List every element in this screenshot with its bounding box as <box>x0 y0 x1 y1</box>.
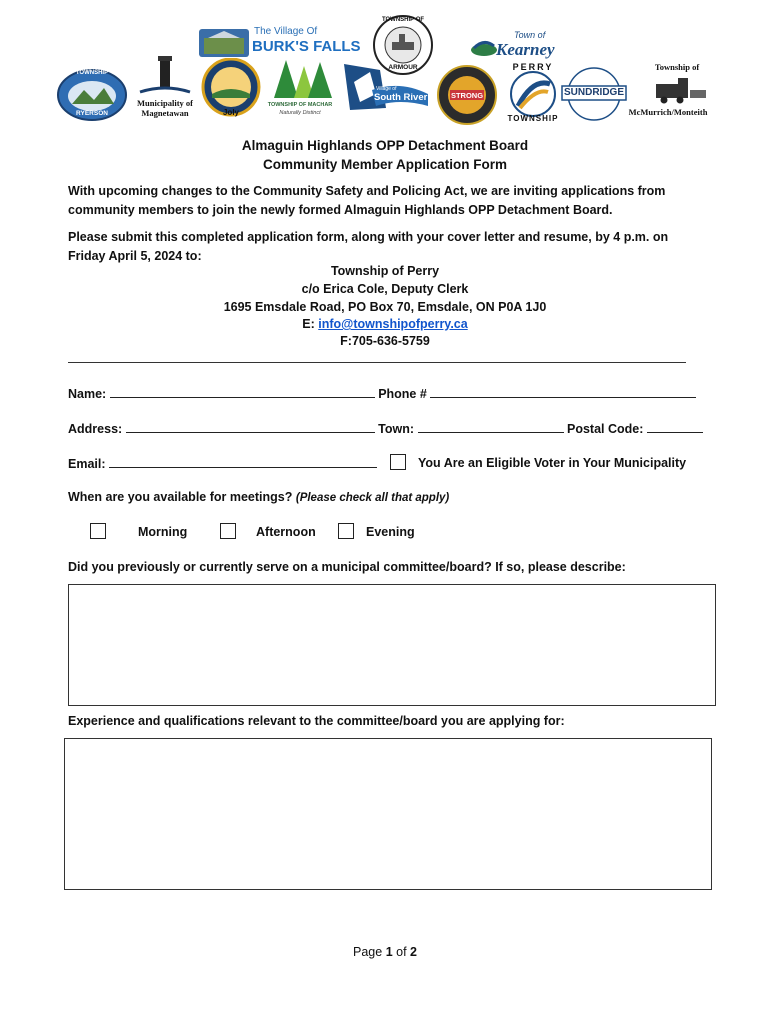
magnetawan-logo <box>134 54 196 120</box>
page-indicator <box>0 945 770 959</box>
evening-checkbox[interactable] <box>338 523 354 539</box>
postal-code-input[interactable] <box>647 421 703 433</box>
experience-question: Experience and qualifications relevant to the committee/board you are applying for: <box>68 714 565 728</box>
name-label: Name: <box>68 387 107 401</box>
name-input[interactable] <box>110 386 375 398</box>
south-river-line1: Village of <box>376 86 397 92</box>
address-fax: F:705-636-5759 <box>340 334 430 348</box>
magnetawan-line2: Magnetawan <box>141 108 189 118</box>
town-input[interactable] <box>418 421 564 433</box>
afternoon-checkbox[interactable] <box>220 523 236 539</box>
address-row <box>68 421 703 436</box>
phone-input[interactable] <box>430 386 696 398</box>
experience-answer-box[interactable] <box>64 738 712 890</box>
submit-instructions <box>68 228 718 266</box>
availability-question <box>68 490 449 504</box>
strong-logo <box>436 64 498 126</box>
availability-hint: (Please check all that apply) <box>295 492 450 504</box>
afternoon-label: Afternoon <box>256 525 316 539</box>
machar-line1: TOWNSHIP OF MACHAR <box>267 102 333 108</box>
sundridge-label: SUNDRIDGE <box>563 87 624 98</box>
perry-top: PERRY <box>512 62 554 72</box>
joly-label: Joly <box>222 108 239 117</box>
of-word: of <box>396 945 407 959</box>
intro-paragraph <box>68 182 718 220</box>
name-row <box>68 386 696 401</box>
committee-question: Did you previously or currently serve on a municipal committee/board? If so, please describe: <box>68 560 626 574</box>
form-title: Almaguin Highlands OPP Detachment Board <box>241 138 529 153</box>
email-label: Email: <box>68 457 106 471</box>
perry-bottom: TOWNSHIP <box>507 114 559 123</box>
armour-top: TOWNSHIP OF <box>381 17 425 23</box>
email-link[interactable]: info@townshipofperry.ca <box>318 317 468 331</box>
intro-line1: With upcoming changes to the Community Safety and Policing Act, we are inviting applications from <box>68 184 666 198</box>
machar-line2: Naturally Distinct <box>279 110 321 116</box>
morning-checkbox[interactable] <box>90 523 106 539</box>
page-current: 1 <box>385 945 393 959</box>
phone-label: Phone # <box>378 387 427 401</box>
eligible-voter-checkbox[interactable] <box>390 454 406 470</box>
sundridge-logo <box>560 66 628 122</box>
armour-bottom: ARMOUR <box>388 64 418 71</box>
magnetawan-line1: Municipality of <box>137 98 193 108</box>
address-street: 1695 Emsdale Road, PO Box 70, Emsdale, ON P0A 1J0 <box>223 300 547 314</box>
submit-line2: Friday April 5, 2024 to: <box>68 249 202 263</box>
page-total: 2 <box>410 945 417 959</box>
perry-logo <box>500 62 566 126</box>
town-label: Town: <box>378 422 415 436</box>
ryerson-bottom: RYERSON <box>76 110 108 117</box>
address-input[interactable] <box>126 421 375 433</box>
strong-label: STRONG <box>450 91 484 100</box>
kearney-line1: Town of <box>514 30 546 40</box>
section-divider <box>68 362 686 363</box>
mcmurrich-line2: McMurrich/Monteith <box>628 107 708 117</box>
email-prefix: E: <box>302 317 319 331</box>
availability-text: When are you available for meetings? <box>68 490 293 504</box>
postal-code-label: Postal Code: <box>567 422 644 436</box>
submit-line1: Please submit this completed application form, along with your cover letter and resume, by 4 p.m. on <box>68 230 669 244</box>
joly-logo <box>200 58 262 120</box>
machar-logo <box>264 56 336 122</box>
email-input[interactable] <box>109 456 377 468</box>
burks-falls-line2: BURK'S FALLS <box>252 38 361 55</box>
mcmurrich-monteith-logo <box>622 62 714 120</box>
south-river-line2: South River <box>374 92 428 103</box>
ryerson-top: TOWNSHIP <box>75 70 109 76</box>
page-word: Page <box>353 945 383 959</box>
committee-answer-box[interactable] <box>68 584 716 706</box>
mcmurrich-line1: Township of <box>654 62 700 72</box>
morning-label: Morning <box>138 525 188 539</box>
south-river-logo <box>340 60 430 114</box>
evening-label: Evening <box>366 525 415 539</box>
eligible-voter-label: You Are an Eligible Voter in Your Municipality <box>418 456 687 470</box>
address-attn: c/o Erica Cole, Deputy Clerk <box>301 282 469 296</box>
kearney-logo <box>470 30 572 60</box>
burks-falls-line1: The Village Of <box>254 26 318 37</box>
form-subtitle: Community Member Application Form <box>262 157 507 172</box>
intro-line2: community members to join the newly formed Almaguin Highlands OPP Detachment Board. <box>68 203 613 217</box>
address-email-line <box>0 317 770 331</box>
ryerson-logo <box>56 68 128 122</box>
email-row <box>68 456 377 471</box>
address-label: Address: <box>68 422 123 436</box>
kearney-line2: Kearney <box>496 40 555 59</box>
burks-falls-logo <box>198 26 361 58</box>
address-org: Township of Perry <box>330 264 440 278</box>
